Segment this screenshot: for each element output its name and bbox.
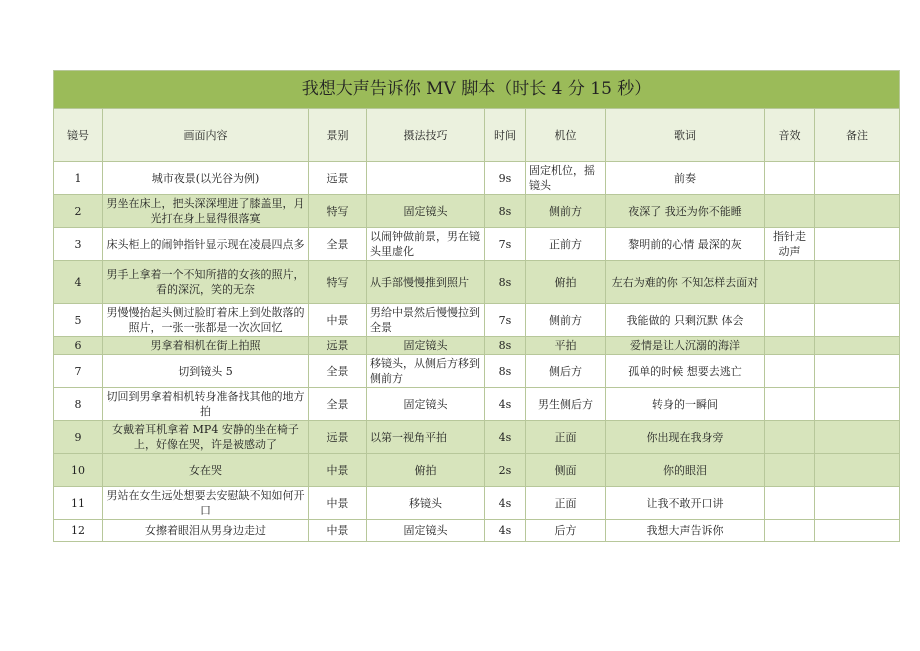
lyrics-cell: 转身的一瞬间 — [606, 388, 765, 421]
shot-number-cell: 4 — [54, 261, 103, 304]
shot-size-cell: 特写 — [309, 261, 367, 304]
note-cell — [815, 487, 900, 520]
lyrics-cell: 你出现在我身旁 — [606, 421, 765, 454]
duration-cell: 8s — [485, 337, 526, 355]
scene-cell: 男站在女生远处想要去安慰缺不知如何开口 — [103, 487, 309, 520]
header-cell: 画面内容 — [103, 109, 309, 162]
table-row — [54, 228, 900, 261]
duration-cell: 2s — [485, 454, 526, 487]
table-row — [54, 454, 900, 487]
note-cell — [815, 162, 900, 195]
note-cell — [815, 454, 900, 487]
camera-position-cell: 正面 — [526, 421, 606, 454]
header-cell: 机位 — [526, 109, 606, 162]
sfx-cell — [765, 337, 815, 355]
lyrics-cell: 爱情是让人沉溺的海洋 — [606, 337, 765, 355]
shot-number-cell: 12 — [54, 520, 103, 542]
duration-cell: 4s — [485, 520, 526, 542]
sfx-cell — [765, 261, 815, 304]
shot-size-cell: 全景 — [309, 388, 367, 421]
camera-position-cell: 侧面 — [526, 454, 606, 487]
scene-cell: 女擦着眼泪从男身边走过 — [103, 520, 309, 542]
note-cell — [815, 355, 900, 388]
sfx-cell — [765, 487, 815, 520]
table-row — [54, 520, 900, 542]
lyrics-cell: 左右为难的你 不知怎样去面对 — [606, 261, 765, 304]
lyrics-cell: 前奏 — [606, 162, 765, 195]
shot-size-cell: 中景 — [309, 487, 367, 520]
scene-cell: 男坐在床上，把头深深埋进了膝盖里，月光打在身上显得很落寞 — [103, 195, 309, 228]
duration-cell: 7s — [485, 304, 526, 337]
table-row — [54, 261, 900, 304]
scene-cell: 床头柜上的闹钟指针显示现在凌晨四点多 — [103, 228, 309, 261]
sfx-cell — [765, 421, 815, 454]
sfx-cell — [765, 520, 815, 542]
technique-cell — [367, 162, 485, 195]
scene-cell: 男拿着相机在街上拍照 — [103, 337, 309, 355]
shot-size-cell: 全景 — [309, 355, 367, 388]
duration-cell: 4s — [485, 421, 526, 454]
lyrics-cell: 让我不敢开口讲 — [606, 487, 765, 520]
sfx-cell — [765, 454, 815, 487]
script-sheet — [53, 70, 899, 542]
lyrics-cell: 我想大声告诉你 — [606, 520, 765, 542]
camera-position-cell: 固定机位，摇镜头 — [526, 162, 606, 195]
shot-size-cell: 中景 — [309, 520, 367, 542]
duration-cell: 4s — [485, 388, 526, 421]
camera-position-cell: 正前方 — [526, 228, 606, 261]
header-cell: 摄法技巧 — [367, 109, 485, 162]
shot-number-cell: 1 — [54, 162, 103, 195]
table-row — [54, 337, 900, 355]
technique-cell: 固定镜头 — [367, 520, 485, 542]
note-cell — [815, 261, 900, 304]
technique-cell: 移镜头 — [367, 487, 485, 520]
technique-cell: 以第一视角平拍 — [367, 421, 485, 454]
note-cell — [815, 195, 900, 228]
shot-size-cell: 远景 — [309, 337, 367, 355]
sfx-cell — [765, 195, 815, 228]
table-row — [54, 421, 900, 454]
duration-cell: 9s — [485, 162, 526, 195]
scene-cell: 女戴着耳机拿着 MP4 安静的坐在椅子上，好像在哭，许是被感动了 — [103, 421, 309, 454]
technique-cell: 固定镜头 — [367, 337, 485, 355]
header-cell: 备注 — [815, 109, 900, 162]
scene-cell: 女在哭 — [103, 454, 309, 487]
technique-cell: 固定镜头 — [367, 388, 485, 421]
shot-number-cell: 7 — [54, 355, 103, 388]
camera-position-cell: 侧前方 — [526, 195, 606, 228]
technique-cell: 以闹钟做前景，男在镜头里虚化 — [367, 228, 485, 261]
shot-number-cell: 9 — [54, 421, 103, 454]
lyrics-cell: 你的眼泪 — [606, 454, 765, 487]
shot-size-cell: 远景 — [309, 421, 367, 454]
sfx-cell — [765, 388, 815, 421]
camera-position-cell: 俯拍 — [526, 261, 606, 304]
table-row — [54, 195, 900, 228]
shot-size-cell: 全景 — [309, 228, 367, 261]
duration-cell: 8s — [485, 355, 526, 388]
technique-cell: 固定镜头 — [367, 195, 485, 228]
header-cell: 歌词 — [606, 109, 765, 162]
script-table — [53, 70, 900, 542]
header-cell: 镜号 — [54, 109, 103, 162]
note-cell — [815, 520, 900, 542]
shot-size-cell: 中景 — [309, 304, 367, 337]
technique-cell: 移镜头，从侧后方移到侧前方 — [367, 355, 485, 388]
duration-cell: 7s — [485, 228, 526, 261]
header-cell: 景别 — [309, 109, 367, 162]
note-cell — [815, 388, 900, 421]
duration-cell: 8s — [485, 195, 526, 228]
shot-size-cell: 中景 — [309, 454, 367, 487]
shot-number-cell: 6 — [54, 337, 103, 355]
lyrics-cell: 黎明前的心情 最深的灰 — [606, 228, 765, 261]
lyrics-cell: 孤单的时候 想要去逃亡 — [606, 355, 765, 388]
technique-cell: 男给中景然后慢慢拉到全景 — [367, 304, 485, 337]
shot-number-cell: 10 — [54, 454, 103, 487]
shot-size-cell: 远景 — [309, 162, 367, 195]
table-row — [54, 388, 900, 421]
sfx-cell — [765, 355, 815, 388]
lyrics-cell: 夜深了 我还为你不能睡 — [606, 195, 765, 228]
scene-cell: 切到镜头 5 — [103, 355, 309, 388]
header-cell: 时间 — [485, 109, 526, 162]
shot-number-cell: 3 — [54, 228, 103, 261]
camera-position-cell: 正面 — [526, 487, 606, 520]
scene-cell: 城市夜景(以光谷为例) — [103, 162, 309, 195]
shot-number-cell: 8 — [54, 388, 103, 421]
technique-cell: 从手部慢慢推到照片 — [367, 261, 485, 304]
table-row — [54, 487, 900, 520]
shot-number-cell: 2 — [54, 195, 103, 228]
camera-position-cell: 男生侧后方 — [526, 388, 606, 421]
sfx-cell — [765, 304, 815, 337]
note-cell — [815, 421, 900, 454]
technique-cell: 俯拍 — [367, 454, 485, 487]
sfx-cell — [765, 162, 815, 195]
table-title: 我想大声告诉你 MV 脚本（时长 4 分 15 秒） — [54, 71, 900, 109]
camera-position-cell: 侧前方 — [526, 304, 606, 337]
note-cell — [815, 337, 900, 355]
sfx-cell: 指针走动声 — [765, 228, 815, 261]
camera-position-cell: 侧后方 — [526, 355, 606, 388]
table-row — [54, 162, 900, 195]
header-cell: 音效 — [765, 109, 815, 162]
shot-number-cell: 5 — [54, 304, 103, 337]
scene-cell: 男手上拿着一个不知所措的女孩的照片，看的深沉，笑的无奈 — [103, 261, 309, 304]
shot-number-cell: 11 — [54, 487, 103, 520]
camera-position-cell: 平拍 — [526, 337, 606, 355]
scene-cell: 切回到男拿着相机转身准备找其他的地方拍 — [103, 388, 309, 421]
scene-cell: 男慢慢抬起头侧过脸盯着床上到处散落的照片，一张一张都是一次次回忆 — [103, 304, 309, 337]
header-row — [54, 109, 900, 162]
table-row — [54, 355, 900, 388]
shot-size-cell: 特写 — [309, 195, 367, 228]
note-cell — [815, 304, 900, 337]
duration-cell: 8s — [485, 261, 526, 304]
duration-cell: 4s — [485, 487, 526, 520]
camera-position-cell: 后方 — [526, 520, 606, 542]
note-cell — [815, 228, 900, 261]
table-row — [54, 304, 900, 337]
lyrics-cell: 我能做的 只剩沉默 体会 — [606, 304, 765, 337]
